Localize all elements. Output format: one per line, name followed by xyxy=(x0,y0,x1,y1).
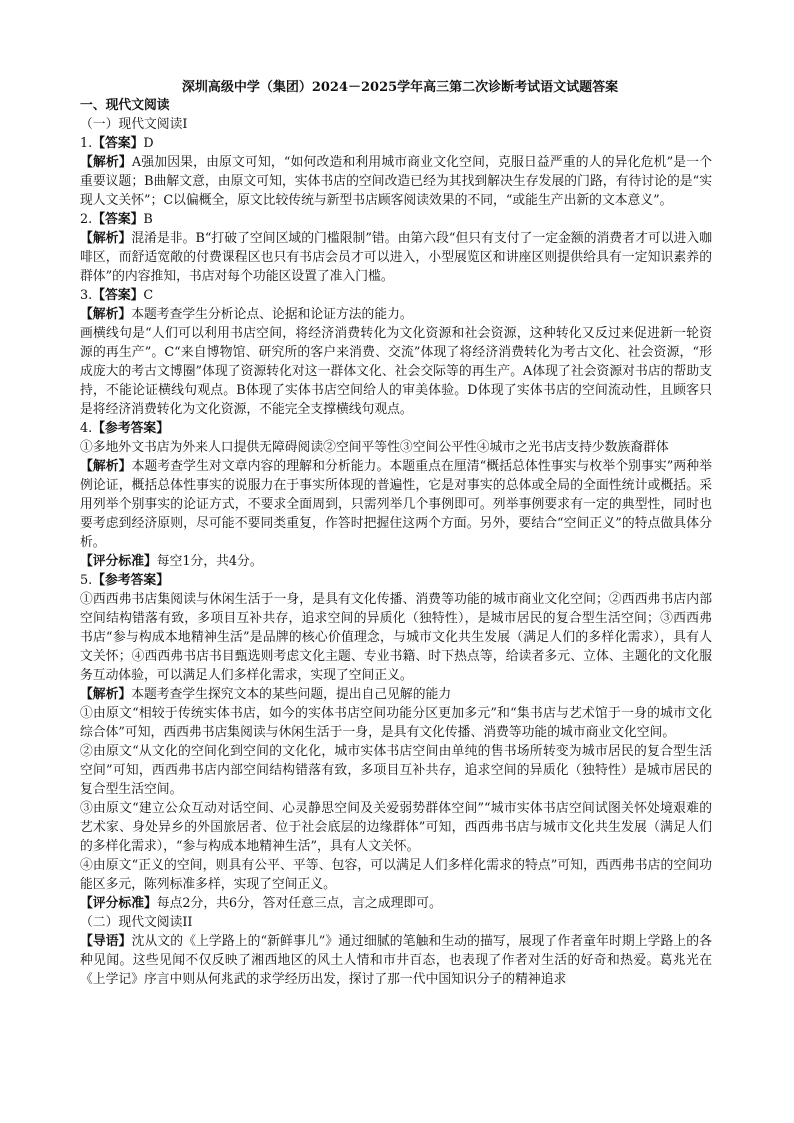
q5-analysis-text: 本题考查学生探究文本的某些问题，提出自己见解的能力 xyxy=(131,687,452,702)
answer-label: 【答案】 xyxy=(92,288,144,303)
q2-analysis-text: 混淆是非。B“打破了空间区域的门槛限制”错。由第六段“但只有支付了一定金额的消费者才可以进入咖啡区，而舒适宽敞的付费课程区也只有书店会员才可以进入，小型展览区和讲座区则提供给具有一定知识素养的群体”的内容推知，书店对每个功能区设置了准入门槛。 xyxy=(80,231,713,284)
q5-reference-answer: ①西西弗书店集阅读与休闲生活于一身，是具有文化传播、消费等功能的城市商业文化空间；②西西弗书店内部空间结构错落有致，多项目互补共存，追求空间的异质化（独特性），是城市居民的复合型生活空间；③西西弗书店“参与构成本地精神生活”是品牌的核心价值理念，与城市文化共生发展（满足人们的多样化需求），具有人文关怀；④西西弗书店书目甄选则考虑文化主题、专业书籍、时下热点等，给读者多元、立体、主题化的文化服务互动体验，可以满足人们多样化需求，实现了空间正义。 xyxy=(80,592,712,683)
analysis-label: 【解析】 xyxy=(80,459,132,474)
q4-number: 4. xyxy=(80,421,93,436)
analysis-label: 【解析】 xyxy=(80,687,132,702)
answer-label: 【答案】 xyxy=(92,136,144,151)
q2-analysis xyxy=(80,229,712,286)
q2-number: 2. xyxy=(80,212,93,227)
q1-answer-line xyxy=(80,134,712,153)
q3-analysis-text: 本题考查学生分析论点、论据和论证方法的能力。 xyxy=(131,307,413,322)
q4-analysis-text: 本题考查学生对文章内容的理解和分析能力。本题重点在厘清“概括总体性事实与枚举个别事实”两种举例论证，概括总体性事实的说服力在于事实所体现的普遍性，它是对事实的总体或全局的全面性统计或概括。采用列举个别事实的论证方式，不要求全面周到，只需列举几个事例即可。列举事例要求有一定的典型性，同时也要考虑到经济原则，尽可能不要同类重复，作答时把握住这两个方面。另外，要结合“空间正义”的特点做具体分析。 xyxy=(80,459,713,550)
document-body xyxy=(80,96,712,989)
q3-number: 3. xyxy=(80,288,93,303)
q2-answer-line xyxy=(80,210,712,229)
ref-answer-label: 【参考答案】 xyxy=(92,573,169,588)
analysis-label: 【解析】 xyxy=(80,307,132,322)
q4-scoring-text: 每空1分，共4分。 xyxy=(156,554,263,569)
q1-number: 1. xyxy=(80,136,93,151)
q5-analysis xyxy=(80,685,712,704)
q5-number: 5. xyxy=(80,573,93,588)
guide-label: 【导语】 xyxy=(80,934,132,949)
analysis-label: 【解析】 xyxy=(80,231,132,246)
analysis-label: 【解析】 xyxy=(80,155,132,170)
q5-point-3: ③由原文“建立公众互动对话空间、心灵静思空间及关爱弱势群体空间”“城市实体书店空间试图关怀处境艰难的艺术家、身处异乡的外国旅居者、位于社会底层的边缘群体”可知，西西弗书店与城市文化共生发展（满足人们的多样化需求），“参与构成本地精神生活”，具有人文关怀。 xyxy=(80,801,712,854)
scoring-label: 【评分标准】 xyxy=(80,554,157,569)
q1-analysis-text: A强加因果，由原文可知，“如何改造和利用城市商业文化空间，克服日益严重的人的异化危机”是一个重要议题；B曲解文意，由原文可知，实体书店的空间改造已经为其找到解决生存发展的门路，有待讨论的是“实现人文关怀”；C以偏概全，原文比较传统与新型书店顾客阅读效果的不同，“或能生产出新的文本意义”。 xyxy=(80,155,712,208)
q4-analysis xyxy=(80,457,712,552)
q3-answer: C xyxy=(143,288,154,303)
guide-text: 沈从文的《上学路上的“新鲜事儿”》通过细腻的笔触和生动的描写，展现了作者童年时期上学路上的各种见闻。这些见闻不仅反映了湘西地区的风土人情和市井百态，也表现了作者对生活的好奇和热爱。葛兆光在《上学记》序言中则从何兆武的求学经历出发，探讨了那一代中国知识分子的精神追求 xyxy=(80,934,713,987)
q5-answer-line xyxy=(80,571,712,590)
q3-analysis-paragraph: 画横线句是“人们可以利用书店空间，将经济消费转化为文化资源和社会资源，这种转化又反过来促进新一轮资源的再生产”。C“来自博物馆、研究所的客户来消费、交流”体现了将经济消费转化为考古文化、社会资源，“形成庞大的考古文博圈”体现了资源转化对这一群体文化、社会交际等的再生产。A体现了社会资源对书店的帮助支持，不能论证横线句观点。B体现了实体书店空间给人的审美体验。D体现了实体书店的空间流动性，且顾客只是将经济消费转化为文化资源，不能完全支撑横线句观点。 xyxy=(80,326,712,417)
answer-label: 【答案】 xyxy=(92,212,144,227)
q3-analysis xyxy=(80,305,712,324)
q4-reference-answer: ①多地外文书店为外来人口提供无障碍阅读②空间平等性③空间公平性④城市之光书店支持少数族裔群体 xyxy=(80,440,669,455)
q3-answer-line xyxy=(80,286,712,305)
q4-scoring xyxy=(80,552,712,571)
ref-answer-label: 【参考答案】 xyxy=(92,421,169,436)
q5-point-2: ②由原文“从文化的空间化到空间的文化化，城市实体书店空间由单纯的售书场所转变为城市居民的复合型生活空间”可知，西西弗书店内部空间结构错落有致，多项目互补共存，追求空间的异质化（独特性）是城市居民的复合型生活空间。 xyxy=(80,744,712,797)
section-heading-1: 一、现代文阅读 xyxy=(80,98,170,113)
scoring-label: 【评分标准】 xyxy=(80,896,157,911)
q5-point-1: ①由原文“相较于传统实体书店，如今的实体书店空间功能分区更加多元”和“集书店与艺术馆于一身的城市文化综合体”可知，西西弗书店集阅读与休闲生活于一身，是具有文化传播、消费等功能的城市商业文化空间。 xyxy=(80,706,712,740)
q2-answer: B xyxy=(143,212,153,227)
subsection-heading-2: （二）现代文阅读II xyxy=(80,915,193,930)
q5-scoring-text: 每点2分，共6分，答对任意三点，言之成理即可。 xyxy=(156,896,442,911)
guide-paragraph xyxy=(80,932,712,989)
q4-answer-line xyxy=(80,419,712,438)
q1-answer: D xyxy=(143,136,154,151)
q1-analysis xyxy=(80,153,712,210)
q5-point-4: ④由原文“正义的空间，则具有公平、平等、包容，可以满足人们多样化需求的特点”可知，西西弗书店的空间功能区多元，陈列标准多样，实现了空间正义。 xyxy=(80,858,712,892)
subsection-heading-1: （一）现代文阅读I xyxy=(80,117,188,132)
document-title: 深圳高级中学（集团）2024－2025学年高三第二次诊断考试语文试题答案 xyxy=(181,80,619,95)
q5-scoring xyxy=(80,894,712,913)
